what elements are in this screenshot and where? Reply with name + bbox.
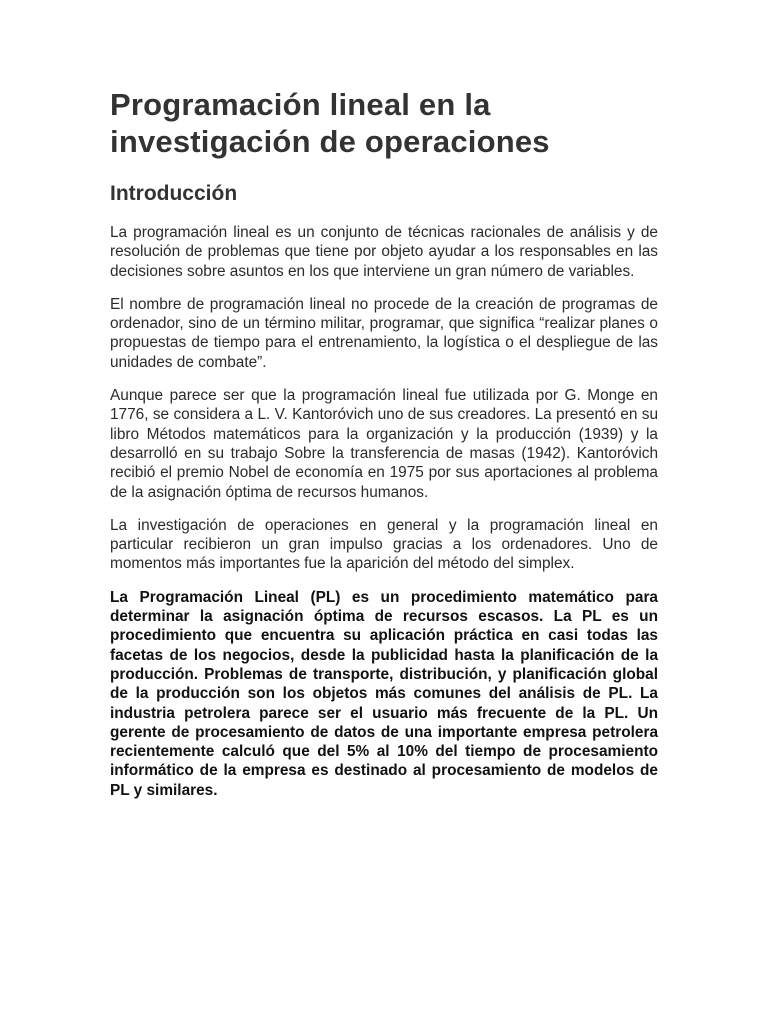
paragraph-3: Aunque parece ser que la programación lineal fue utilizada por G. Monge en 1776, se considera a L. V. Kantoróvich uno de sus creadores. La presentó en su libro Métodos matemáticos para la organización y la producción (1939) y la desarrolló en su trabajo Sobre la transferencia de masas (1942). Kantoróvich recibió el premio Nobel de economía en 1975 por sus aportaciones al problema de la asignación óptima de recursos humanos. [110,387,658,501]
document-page [110,86,658,814]
paragraph-2: El nombre de programación lineal no procede de la creación de programas de ordenador, sino de un término militar, programar, que significa “realizar planes o propuestas de tiempo para el entrenamiento, la logística o el despliegue de las unidades de combate”. [110,295,658,371]
document-title: Programación lineal en la investigación de operaciones [110,87,550,159]
paragraph-1: La programación lineal es un conjunto de técnicas racionales de análisis y de resolución de problemas que tiene por objeto ayudar a los responsables en las decisiones sobre asuntos en los que interviene un gran número de variables. [110,224,658,280]
section-heading: Introducción [110,182,238,205]
paragraph-4: La investigación de operaciones en general y la programación lineal en particular recibieron un gran impulso gracias a los ordenadores. Uno de momentos más importantes fue la aparición del método del simplex. [110,516,658,573]
paragraph-5: La Programación Lineal (PL) es un procedimiento matemático para determinar la asignación óptima de recursos escasos. La PL es un procedimiento que encuentra su aplicación práctica en casi todas las facetas de los negocios, desde la publicidad hasta la planificación de la producción. Problemas de transporte, distribución, y planificación global de la producción son los objetos más comunes del análisis de PL. La industria petrolera parece ser el usuario más frecuente de la PL. Un gerente de procesamiento de datos de una importante empresa petrolera recientemente calculó que del 5% al 10% del tiempo de procesamiento informático de la empresa es destinado al procesamiento de modelos de PL y similares. [110,588,658,799]
